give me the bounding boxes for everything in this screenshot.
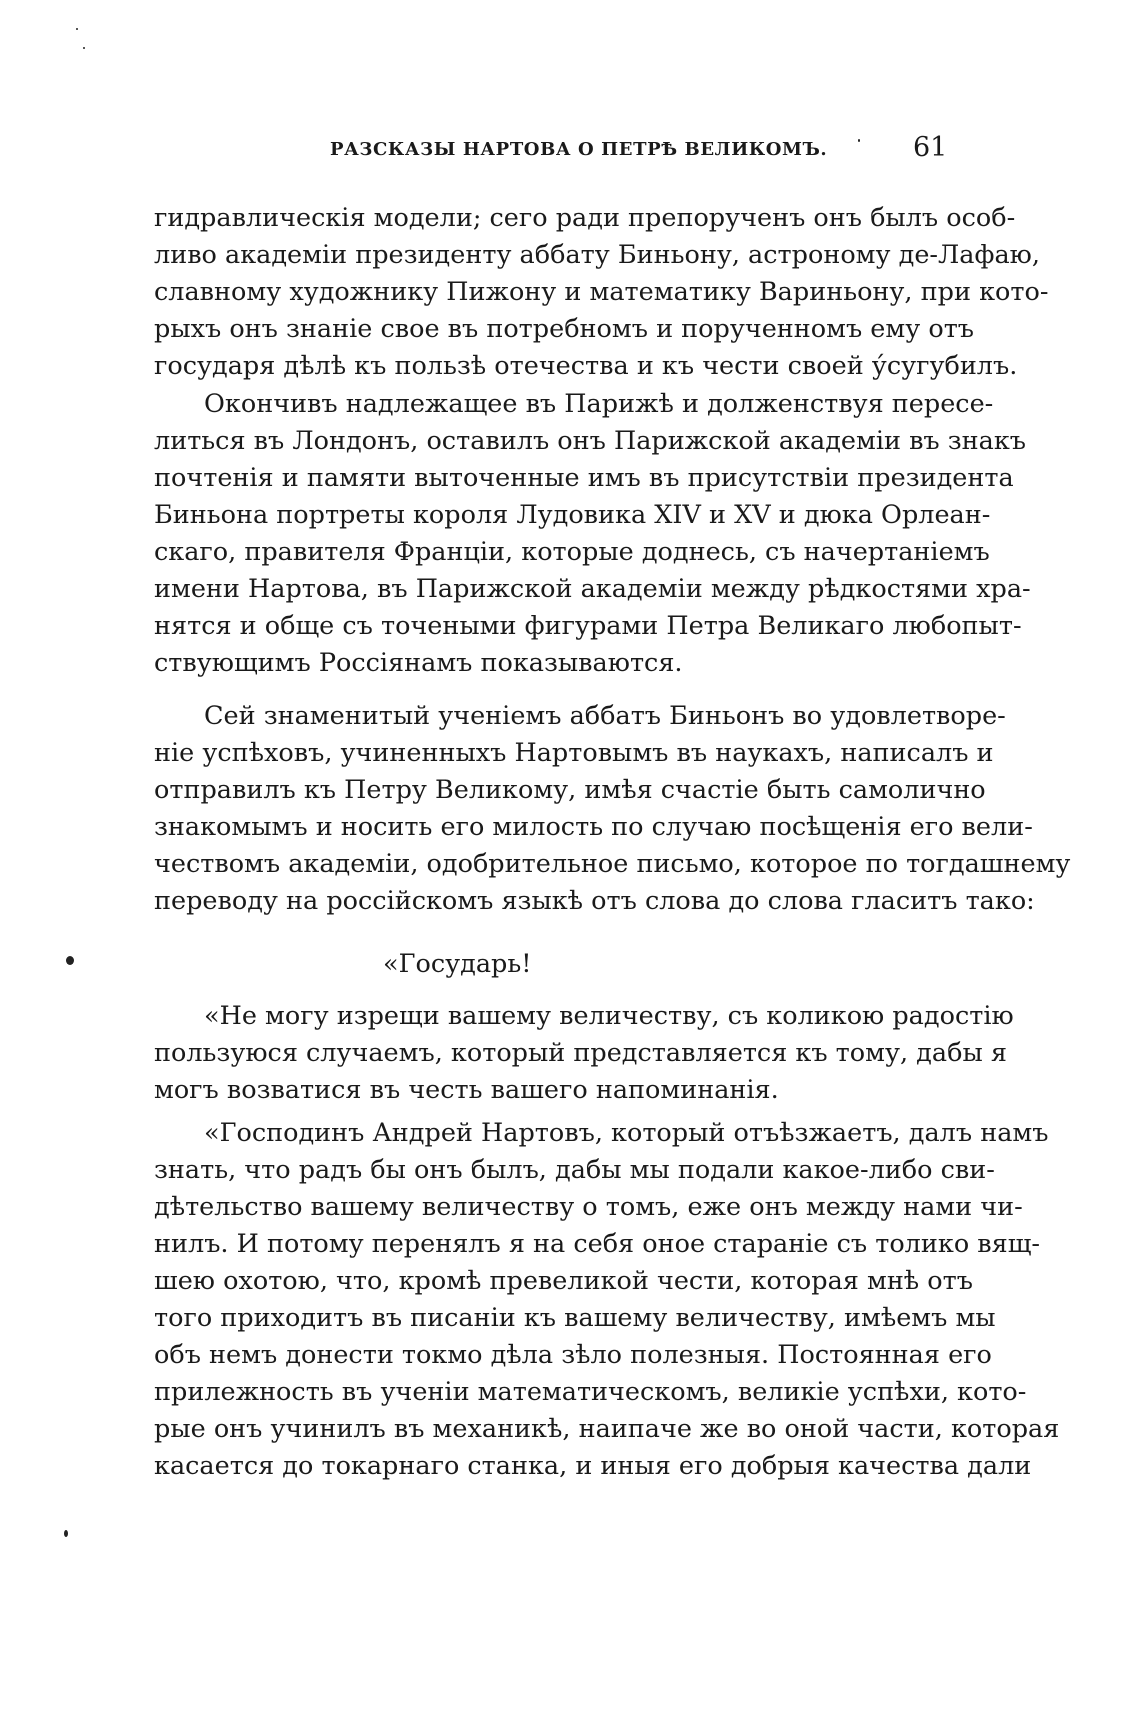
text-line: Биньона портреты короля Лудовика XIV и XV и дюка Орлеан- [154,500,991,530]
ink-speck [76,28,78,30]
text-line: Сей знаменитый ученіемъ аббатъ Биньонъ во удовлетворе- [204,701,1006,731]
running-title: РАЗСКАЗЫ НАРТОВА О ПЕТРѢ ВЕЛИКОМЪ. [330,139,828,160]
text-line: пользуюся случаемъ, который представляется къ тому, дабы я [154,1038,1007,1068]
text-line: того приходитъ въ писаніи къ вашему величеству, имѣемъ мы [154,1303,996,1333]
text-line: отправилъ къ Петру Великому, имѣя счастіе быть самолично [154,775,986,805]
text-line: нилъ. И потому перенялъ я на себя оное стараніе съ толико вящ- [154,1229,1041,1259]
text-line: имени Нартова, въ Парижской академіи между рѣдкостями хра- [154,574,1031,604]
text-line: скаго, правителя Франціи, которые доднесь, съ начертаніемъ [154,537,990,567]
text-line: могъ возватися въ честь вашего напоминанія. [154,1075,779,1105]
text-line: знать, что радъ бы онъ былъ, дабы мы подали какое-либо сви- [154,1155,995,1185]
text-line: шею охотою, что, кромѣ превеликой чести, которая мнѣ отъ [154,1266,973,1296]
ink-speck [66,956,74,965]
text-line: дѣтельство вашему величеству о томъ, еже онъ между нами чи- [154,1192,1023,1222]
text-line: Окончивъ надлежащее въ Парижѣ и долженствуя пересе- [204,389,994,419]
text-line: гидравлическія модели; сего ради препорученъ онъ былъ особ- [154,203,1016,233]
ink-speck [83,47,85,49]
text-line: «Господинъ Андрей Нартовъ, который отъѣзжаетъ, далъ намъ [204,1118,1049,1148]
text-line: славному художнику Пижону и математику Вариньону, при кото- [154,277,1049,307]
letter-salutation: «Государь! [383,949,532,979]
text-line: ніе успѣховъ, учиненныхъ Нартовымъ въ наукахъ, написалъ и [154,738,994,768]
ink-speck [64,1530,68,1537]
page-number: 61 [913,132,948,163]
text-line: рые онъ учинилъ въ механикѣ, наипаче же во оной части, которая [154,1414,1060,1444]
ink-speck [858,139,860,142]
text-line: почтенія и памяти выточенные имъ въ присутствіи президента [154,463,1014,493]
text-line: переводу на россійскомъ языкѣ отъ слова до слова гласитъ тако: [154,886,1035,916]
text-line: «Не могу изрещи вашему величеству, съ коликою радостію [204,1001,1014,1031]
text-line: нятся и обще съ точеными фигурами Петра Великаго любопыт- [154,611,1022,641]
text-line: знакомымъ и носить его милость по случаю посѣщенія его вели- [154,812,1033,842]
text-line: рыхъ онъ знаніе свое въ потребномъ и порученномъ ему отъ [154,314,975,344]
text-line: объ немъ донести токмо дѣла зѣло полезныя. Постоянная его [154,1340,992,1370]
text-line: касается до токарнаго станка, и иныя его добрыя качества дали [154,1451,1032,1481]
text-line: литься въ Лондонъ, оставилъ онъ Парижской академіи въ знакъ [154,426,1027,456]
text-line: прилежность въ ученіи математическомъ, великіе успѣхи, кото- [154,1377,1027,1407]
text-line: ствующимъ Россіянамъ показываются. [154,648,683,678]
text-line: ливо академіи президенту аббату Биньону, астроному де-Лафаю, [154,240,1040,270]
text-line: чествомъ академіи, одобрительное письмо, которое по тогдашнему [154,849,1071,879]
text-line: государя дѣлѣ къ пользѣ отечества и къ чести своей у́сугубилъ. [154,351,1018,381]
